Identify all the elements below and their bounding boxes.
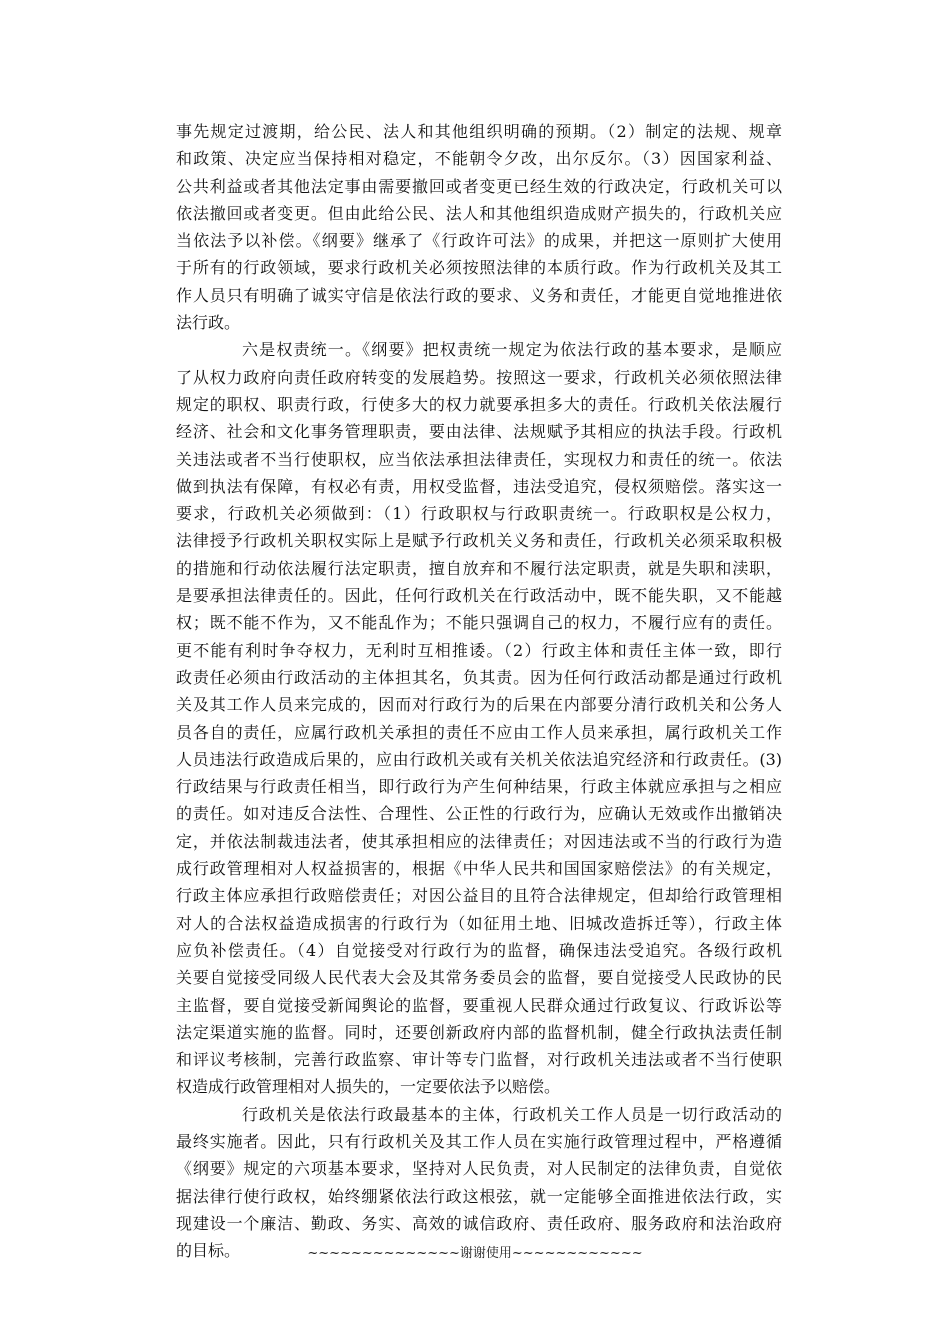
text-line: 的责任。如对违反合法性、合理性、公正性的行政行为，应确认无效或作出撤销决 xyxy=(176,804,782,824)
text-line: 作人员只有明确了诚实守信是依法行政的要求、义务和责任，才能更自觉地推进依 xyxy=(176,285,782,305)
text-line: 当依法予以补偿。《纲要》继承了《行政许可法》的成果，并把这一原则扩大使用 xyxy=(176,231,782,251)
text-line: 做到执法有保障，有权必有责，用权受监督，违法受追究，侵权须赔偿。落实这一 xyxy=(176,476,782,496)
text-line: 是要承担法律责任的。因此，任何行政机关在行政活动中，既不能失职，又不能越 xyxy=(176,586,782,606)
text-line: 成行政管理相对人权益损害的，根据《中华人民共和国国家赔偿法》的有关规定， xyxy=(176,859,782,879)
text-line: 行政机关是依法行政最基本的主体，行政机关工作人员是一切行政活动的 xyxy=(242,1104,782,1124)
text-line: 了从权力政府向责任政府转变的发展趋势。按照这一要求，行政机关必须依照法律 xyxy=(176,367,782,387)
text-line: 要求，行政机关必须做到：（1）行政职权与行政职责统一。行政职权是公权力， xyxy=(176,504,782,524)
body-text xyxy=(176,118,782,1264)
text-line: 员各自的责任，应属行政机关承担的责任不应由工作人员来承担，属行政机关工作 xyxy=(176,722,782,742)
text-line: 政责任必须由行政活动的主体担其名，负其责。因为任何行政活动都是通过行政机 xyxy=(176,667,782,687)
text-line: 事先规定过渡期，给公民、法人和其他组织明确的预期。（2）制定的法规、规章 xyxy=(176,122,782,141)
text-line: 关违法或者不当行使职权，应当依法承担法律责任，实现权力和责任的统一。依法 xyxy=(176,449,782,469)
text-line: 的目标。 xyxy=(176,1241,241,1261)
text-line: 权造成行政管理相对人损失的，一定要依法予以赔偿。 xyxy=(176,1077,561,1097)
text-line: 于所有的行政领域，要求行政机关必须按照法律的本质行政。作为行政机关及其工 xyxy=(176,258,782,278)
text-line: 和政策、决定应当保持相对稳定，不能朝令夕改，出尔反尔。（3）因国家利益、 xyxy=(176,149,782,169)
text-line: 权；既不能不作为，又不能乱作为；不能只强调自己的权力，不履行应有的责任。 xyxy=(176,613,782,633)
text-line: 六是权责统一。《纲要》把权责统一规定为依法行政的基本要求，是顺应 xyxy=(242,340,782,360)
text-line: 据法律行使行政权，始终绷紧依法行政这根弦，就一定能够全面推进依法行政，实 xyxy=(176,1186,782,1206)
text-line: 的措施和行动依法履行法定职责，擅自放弃和不履行法定职责，就是失职和渎职， xyxy=(176,558,782,578)
text-line: 行政结果与行政责任相当，即行政行为产生何种结果，行政主体就应承担与之相应 xyxy=(176,777,782,797)
text-line: 法律授予行政机关职权实际上是赋予行政机关义务和责任，行政机关必须采取积极 xyxy=(176,531,782,551)
text-line: 主监督，要自觉接受新闻舆论的监督，要重视人民群众通过行政复议、行政诉讼等 xyxy=(176,995,782,1015)
text-line: 最终实施者。因此，只有行政机关及其工作人员在实施行政管理过程中，严格遵循 xyxy=(176,1131,782,1151)
text-line: 依法撤回或者变更。但由此给公民、法人和其他组织造成财产损失的，行政机关应 xyxy=(176,203,782,223)
text-line: 《纲要》规定的六项基本要求，坚持对人民负责，对人民制定的法律负责，自觉依 xyxy=(176,1159,782,1179)
text-line: 关要自觉接受同级人民代表大会及其常务委员会的监督，要自觉接受人民政协的民 xyxy=(176,968,782,988)
text-line: 人员违法行政造成后果的，应由行政机关或有关机关依法追究经济和行政责任。(3) xyxy=(176,749,782,769)
text-line: 更不能有利时争夺权力，无利时互相推诿。（2）行政主体和责任主体一致，即行 xyxy=(176,640,782,660)
text-line: 应负补偿责任。（4）自觉接受对行政行为的监督，确保违法受追究。各级行政机 xyxy=(176,940,782,960)
text-line: 关及其工作人员来完成的，因而对行政行为的后果在内部要分清行政机关和公务人 xyxy=(176,695,782,715)
text-line: 经济、社会和文化事务管理职责，要由法律、法规赋予其相应的执法手段。行政机 xyxy=(176,422,782,442)
text-line: 公共利益或者其他法定事由需要撤回或者变更已经生效的行政决定，行政机关可以 xyxy=(176,176,782,196)
text-line: 行政主体应承担行政赔偿责任；对因公益目的且符合法律规定，但却给行政管理相 xyxy=(176,886,782,906)
text-line: 法定渠道实施的监督。同时，还要创新政府内部的监督机制，健全行政执法责任制 xyxy=(176,1022,782,1042)
text-line: 定，并依法制裁违法者，使其承担相应的法律责任；对因违法或不当的行政行为造 xyxy=(176,831,782,851)
text-line: 和评议考核制，完善行政监察、审计等专门监督，对行政机关违法或者不当行使职 xyxy=(176,1050,782,1070)
text-line: 法行政。 xyxy=(176,313,241,333)
text-line: 现建设一个廉洁、勤政、务实、高效的诚信政府、责任政府、服务政府和法治政府 xyxy=(176,1213,782,1233)
text-line: 对人的合法权益造成损害的行政行为（如征用土地、旧城改造拆迁等），行政主体 xyxy=(176,913,782,933)
text-line: 规定的职权、职责行政，行使多大的权力就要承担多大的责任。行政机关依法履行 xyxy=(176,394,782,414)
footer-text: ~~~~~~~~~~~~~~谢谢使用~~~~~~~~~~~~ xyxy=(307,1246,643,1261)
